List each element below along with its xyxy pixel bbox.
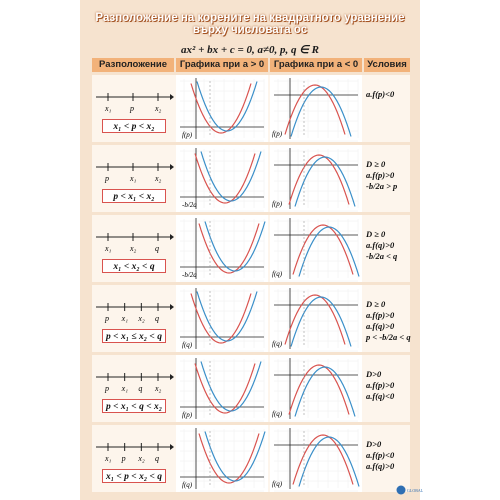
logo-text: GLOBAL <box>407 488 424 493</box>
axis-point-label: p <box>130 104 134 113</box>
graph-positive-cell <box>176 145 268 212</box>
parabola-graph <box>270 75 362 142</box>
parabola-graph <box>176 215 268 282</box>
graph-label: f(q) <box>272 480 283 488</box>
publisher-logo <box>396 484 424 496</box>
axis-point-label: x₂ <box>155 174 162 183</box>
axis-point-label: x₁ <box>121 314 129 323</box>
axis-point-label: q <box>155 454 159 463</box>
graph-label: f(p) <box>182 131 193 139</box>
axis-point-label: q <box>155 244 159 253</box>
parabola-graph <box>176 145 268 212</box>
location-cell <box>92 285 174 352</box>
title-line-2: върху числовата ос <box>192 24 308 36</box>
conditions-text: a.f(p)<0 <box>366 89 395 99</box>
graph-positive-cell <box>176 355 268 422</box>
axis-point-label: x₁ <box>130 174 137 183</box>
conditions-cell <box>364 425 410 492</box>
graph-negative-cell <box>270 215 362 282</box>
axis-point-label: x₂ <box>138 314 145 323</box>
page-title <box>80 12 420 36</box>
axis-point-label: x₂ <box>155 384 162 393</box>
axis-point-label: p <box>105 314 109 323</box>
equation-formula: ax² + bx + c = 0, a≠0, p, q ∈ R <box>181 44 319 56</box>
parabola-graph <box>270 145 362 212</box>
parabola-graph <box>270 215 362 282</box>
parabola-graph <box>270 425 362 492</box>
inequality-box: x₁ < p < x₂ <box>102 119 166 133</box>
table-row <box>92 75 410 142</box>
conditions-cell <box>364 355 410 422</box>
axis-point-label: q <box>155 314 159 323</box>
conditions-text: D ≥ 0 a.f(p)>0 -b/2a > p <box>366 159 398 191</box>
graph-label: -b/2a <box>182 201 197 209</box>
conditions-text: D>0 a.f(p)<0 a.f(q)>0 <box>366 439 395 471</box>
conditions-text: D>0 a.f(p)>0 a.f(q)<0 <box>366 369 395 401</box>
conditions-cell <box>364 75 410 142</box>
number-line <box>92 215 174 255</box>
axis-point-label: p <box>105 174 109 183</box>
title-line-1: Разположение на корените на квадратното уравнение <box>95 12 405 24</box>
inequality-box: x₁ < p < x₂ < q <box>102 469 166 483</box>
number-line <box>92 145 174 185</box>
graph-label: f(q) <box>272 340 283 348</box>
header-graph-positive: Графика при a > 0 <box>176 58 268 72</box>
header-graph-negative: Графика при a < 0 <box>270 58 362 72</box>
inequality-box: p < x₁ ≤ x₂ < q <box>102 329 166 343</box>
graph-negative-cell <box>270 355 362 422</box>
graph-label: f(p) <box>272 130 283 138</box>
location-cell <box>92 355 174 422</box>
table-row <box>92 285 410 352</box>
table-row <box>92 215 410 282</box>
axis-point-label: x₁ <box>121 384 129 393</box>
graph-negative-cell <box>270 75 362 142</box>
axis-point-label: x₁ <box>105 244 112 253</box>
parabola-graph <box>176 425 268 492</box>
graph-positive-cell <box>176 75 268 142</box>
axis-point-label: x₂ <box>155 104 162 113</box>
axis-point-label: q <box>138 384 143 393</box>
graph-label: f(q) <box>182 481 193 489</box>
location-cell <box>92 75 174 142</box>
graph-label: f(q) <box>272 270 283 278</box>
number-line <box>92 75 174 115</box>
axis-point-label: x₁ <box>105 454 112 463</box>
graph-label: -b/2a <box>182 271 197 279</box>
graph-negative-cell <box>270 425 362 492</box>
poster <box>80 0 424 500</box>
conditions-cell <box>364 285 410 352</box>
conditions-text: D ≥ 0 a.f(p)>0 a.f(q)>0 p < -b/2a < q <box>366 299 411 342</box>
inequality-box: p < x₁ < q < x₂ <box>102 399 166 413</box>
parabola-graph <box>270 355 362 422</box>
axis-point-label: x₂ <box>138 454 145 463</box>
parabola-graph <box>176 355 268 422</box>
table-row <box>92 425 410 492</box>
parabola-graph <box>176 75 268 142</box>
inequality-box: x₁ < x₂ < q <box>102 259 166 273</box>
location-cell <box>92 215 174 282</box>
header-conditions: Условия <box>364 58 410 72</box>
conditions-cell <box>364 215 410 282</box>
conditions-text: D ≥ 0 a.f(q)>0 -b/2a < q <box>366 229 398 261</box>
number-line <box>92 355 174 395</box>
parabola-graph <box>176 285 268 352</box>
inequality-box: p < x₁ < x₂ <box>102 189 166 203</box>
location-cell <box>92 145 174 212</box>
location-cell <box>92 425 174 492</box>
graph-negative-cell <box>270 145 362 212</box>
parabola-graph <box>270 285 362 352</box>
number-line <box>92 285 174 325</box>
axis-point-label: x₂ <box>130 244 137 253</box>
graph-positive-cell <box>176 285 268 352</box>
graph-label: f(q) <box>272 410 283 418</box>
graph-label: f(p) <box>182 411 193 419</box>
axis-point-label: p <box>121 454 126 463</box>
table-row <box>92 145 410 212</box>
axis-point-label: x₁ <box>105 104 112 113</box>
header-location: Разположение <box>92 58 174 72</box>
table-row <box>92 355 410 422</box>
graph-negative-cell <box>270 285 362 352</box>
graph-label: f(q) <box>182 341 193 349</box>
graph-positive-cell <box>176 215 268 282</box>
graph-label: f(p) <box>272 200 283 208</box>
graph-positive-cell <box>176 425 268 492</box>
number-line <box>92 425 174 465</box>
conditions-cell <box>364 145 410 212</box>
axis-point-label: p <box>105 384 109 393</box>
